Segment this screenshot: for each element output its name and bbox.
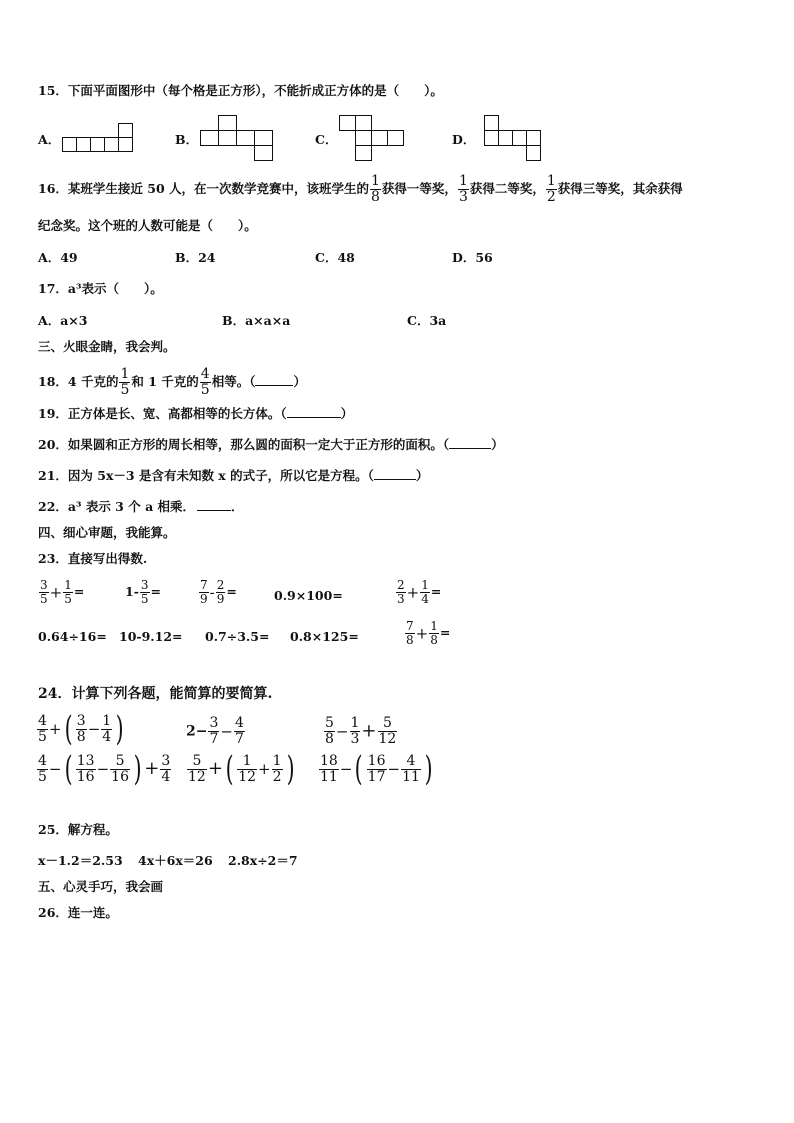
q19-part1: 19．正方体是长、宽、高都相等的长方体。（ <box>38 406 287 421</box>
q16-part4: 获得三等奖，其余获得 <box>557 181 683 196</box>
q25-equation-1: x－1.2＝2.53 <box>38 853 123 868</box>
q16-line2: 纪念奖。这个班的人数可能是（ ）。 <box>38 218 257 233</box>
q23-expr-8: 0.7÷3.5= <box>205 629 270 644</box>
q24-expr-5: $\frac{5}{12}$ +( $\frac{1}{12}$ + $\frac{1}{2}$ ) <box>188 749 295 789</box>
q15-text: 15．下面平面图形中（每个格是正方形），不能折成正方体的是（ ）。 <box>38 83 443 98</box>
q18-part4: ） <box>293 374 306 389</box>
q19-answer-blank[interactable] <box>287 417 341 418</box>
q15-net-a <box>62 123 137 153</box>
q23-title: 23．直接写出得数. <box>38 551 148 566</box>
q16-part3: 获得二等奖， <box>469 181 545 196</box>
q23-expr-4: 0.9×100= <box>274 588 343 603</box>
q22-answer-blank[interactable] <box>197 510 231 511</box>
q19-line <box>38 406 353 422</box>
q15-net-d <box>484 115 546 163</box>
q15-net-b <box>200 115 275 163</box>
q21-answer-blank[interactable] <box>374 479 416 480</box>
q23-expr-6: 0.64÷16= <box>38 629 107 644</box>
q18-answer-blank[interactable] <box>255 385 293 386</box>
q18-fraction-4-5: $\frac{4}{5}$ <box>200 366 210 398</box>
q22-part1: 22．a³ 表示 3 个 a 相乘． <box>38 499 196 514</box>
q16-option-b[interactable]: B．24 <box>175 250 216 265</box>
q16-option-d[interactable]: D．56 <box>452 250 493 265</box>
q23-expr-10: $\frac{7}{8}$ + $\frac{1}{8}$ = <box>406 619 451 647</box>
q23-expr-9: 0.8×125= <box>290 629 359 644</box>
q20-line <box>38 437 504 453</box>
q15-net-c <box>339 115 407 163</box>
q24-expr-2: 2− $\frac{3}{7}$ − $\frac{4}{7}$ <box>186 715 244 747</box>
q15-option-c-label[interactable]: C． <box>315 132 338 147</box>
q25-equation-2: 4x＋6x＝26 <box>138 853 213 868</box>
q22-line <box>38 499 244 515</box>
q23-expr-1: $\frac{3}{5}$ + $\frac{1}{5}$ = <box>40 578 85 606</box>
q19-part2: ） <box>340 406 354 421</box>
q21-part1: 21．因为 5x－3 是含有未知数 x 的式子，所以它是方程。（ <box>38 468 374 483</box>
q16-line1 <box>38 174 683 205</box>
q18-part1: 18．4 千克的 <box>38 374 119 389</box>
q17-option-a[interactable]: A．a×3 <box>38 313 88 328</box>
q20-part2: ） <box>491 437 504 452</box>
q25-equation-3: 2.8x÷2＝7 <box>228 853 298 868</box>
q24-expr-1: $\frac{4}{5}$ +( $\frac{3}{8}$ − $\frac{1}{4}$ ) <box>38 709 124 749</box>
q21-line <box>38 468 428 484</box>
q24-title: 24．计算下列各题，能简算的要简算. <box>38 686 273 702</box>
q18-part3: 相等。（ <box>211 374 256 389</box>
q15-option-a-label[interactable]: A． <box>38 132 61 147</box>
section-3-heading: 三、火眼金睛，我会判。 <box>38 339 176 354</box>
q20-answer-blank[interactable] <box>449 448 491 449</box>
q16-fraction-1-3: $\frac{1}{3}$ <box>458 173 468 205</box>
q18-fraction-1-5: $\frac{1}{5}$ <box>120 366 130 398</box>
q26-title: 26．连一连。 <box>38 905 118 920</box>
q24-expr-3: $\frac{5}{8}$ − $\frac{1}{3}$ + $\frac{5}{12}$ <box>325 715 397 747</box>
q17-text: 17．a³表示（ ）。 <box>38 281 163 296</box>
q22-part2: ． <box>231 499 244 514</box>
q23-expr-5: $\frac{2}{3}$ + $\frac{1}{4}$ = <box>397 578 442 606</box>
section-5-heading: 五、心灵手巧，我会画 <box>38 879 164 894</box>
q23-expr-2: 1- $\frac{3}{5}$ = <box>125 578 162 606</box>
q18-line <box>38 367 306 398</box>
section-4-heading: 四、细心审题，我能算。 <box>38 525 176 540</box>
q25-title: 25．解方程。 <box>38 822 118 837</box>
q15-option-d-label[interactable]: D． <box>452 132 476 147</box>
q16-option-a[interactable]: A．49 <box>38 250 78 265</box>
q23-expr-7: 10-9.12= <box>119 629 183 644</box>
q16-part2: 获得一等奖， <box>381 181 457 196</box>
q21-part2: ） <box>415 468 429 483</box>
q23-expr-3: $\frac{7}{9}$ - $\frac{2}{9}$ = <box>200 578 237 606</box>
q16-fraction-1-8: $\frac{1}{8}$ <box>371 173 380 205</box>
q20-part1: 20．如果圆和正方形的周长相等，那么圆的面积一定大于正方形的面积。（ <box>38 437 450 452</box>
q17-option-b[interactable]: B．a×a×a <box>222 313 291 328</box>
q16-part1: 16．某班学生接近 50 人，在一次数学竞赛中，该班学生的 <box>38 181 369 196</box>
q16-option-c[interactable]: C．48 <box>315 250 355 265</box>
q24-expr-6: $\frac{18}{11}$ −( $\frac{16}{17}$ − $\frac{4}{11}$ ) <box>320 749 433 789</box>
q18-part2: 和 1 千克的 <box>131 374 199 389</box>
q17-option-c[interactable]: C．3a <box>407 313 447 328</box>
q15-option-b-label[interactable]: B． <box>175 132 199 147</box>
q24-expr-4: $\frac{4}{5}$ −( $\frac{13}{16}$ − $\frac{5}{16}$ ) + $\frac{3}{4}$ <box>38 749 171 789</box>
q16-fraction-1-2: $\frac{1}{2}$ <box>546 173 556 205</box>
